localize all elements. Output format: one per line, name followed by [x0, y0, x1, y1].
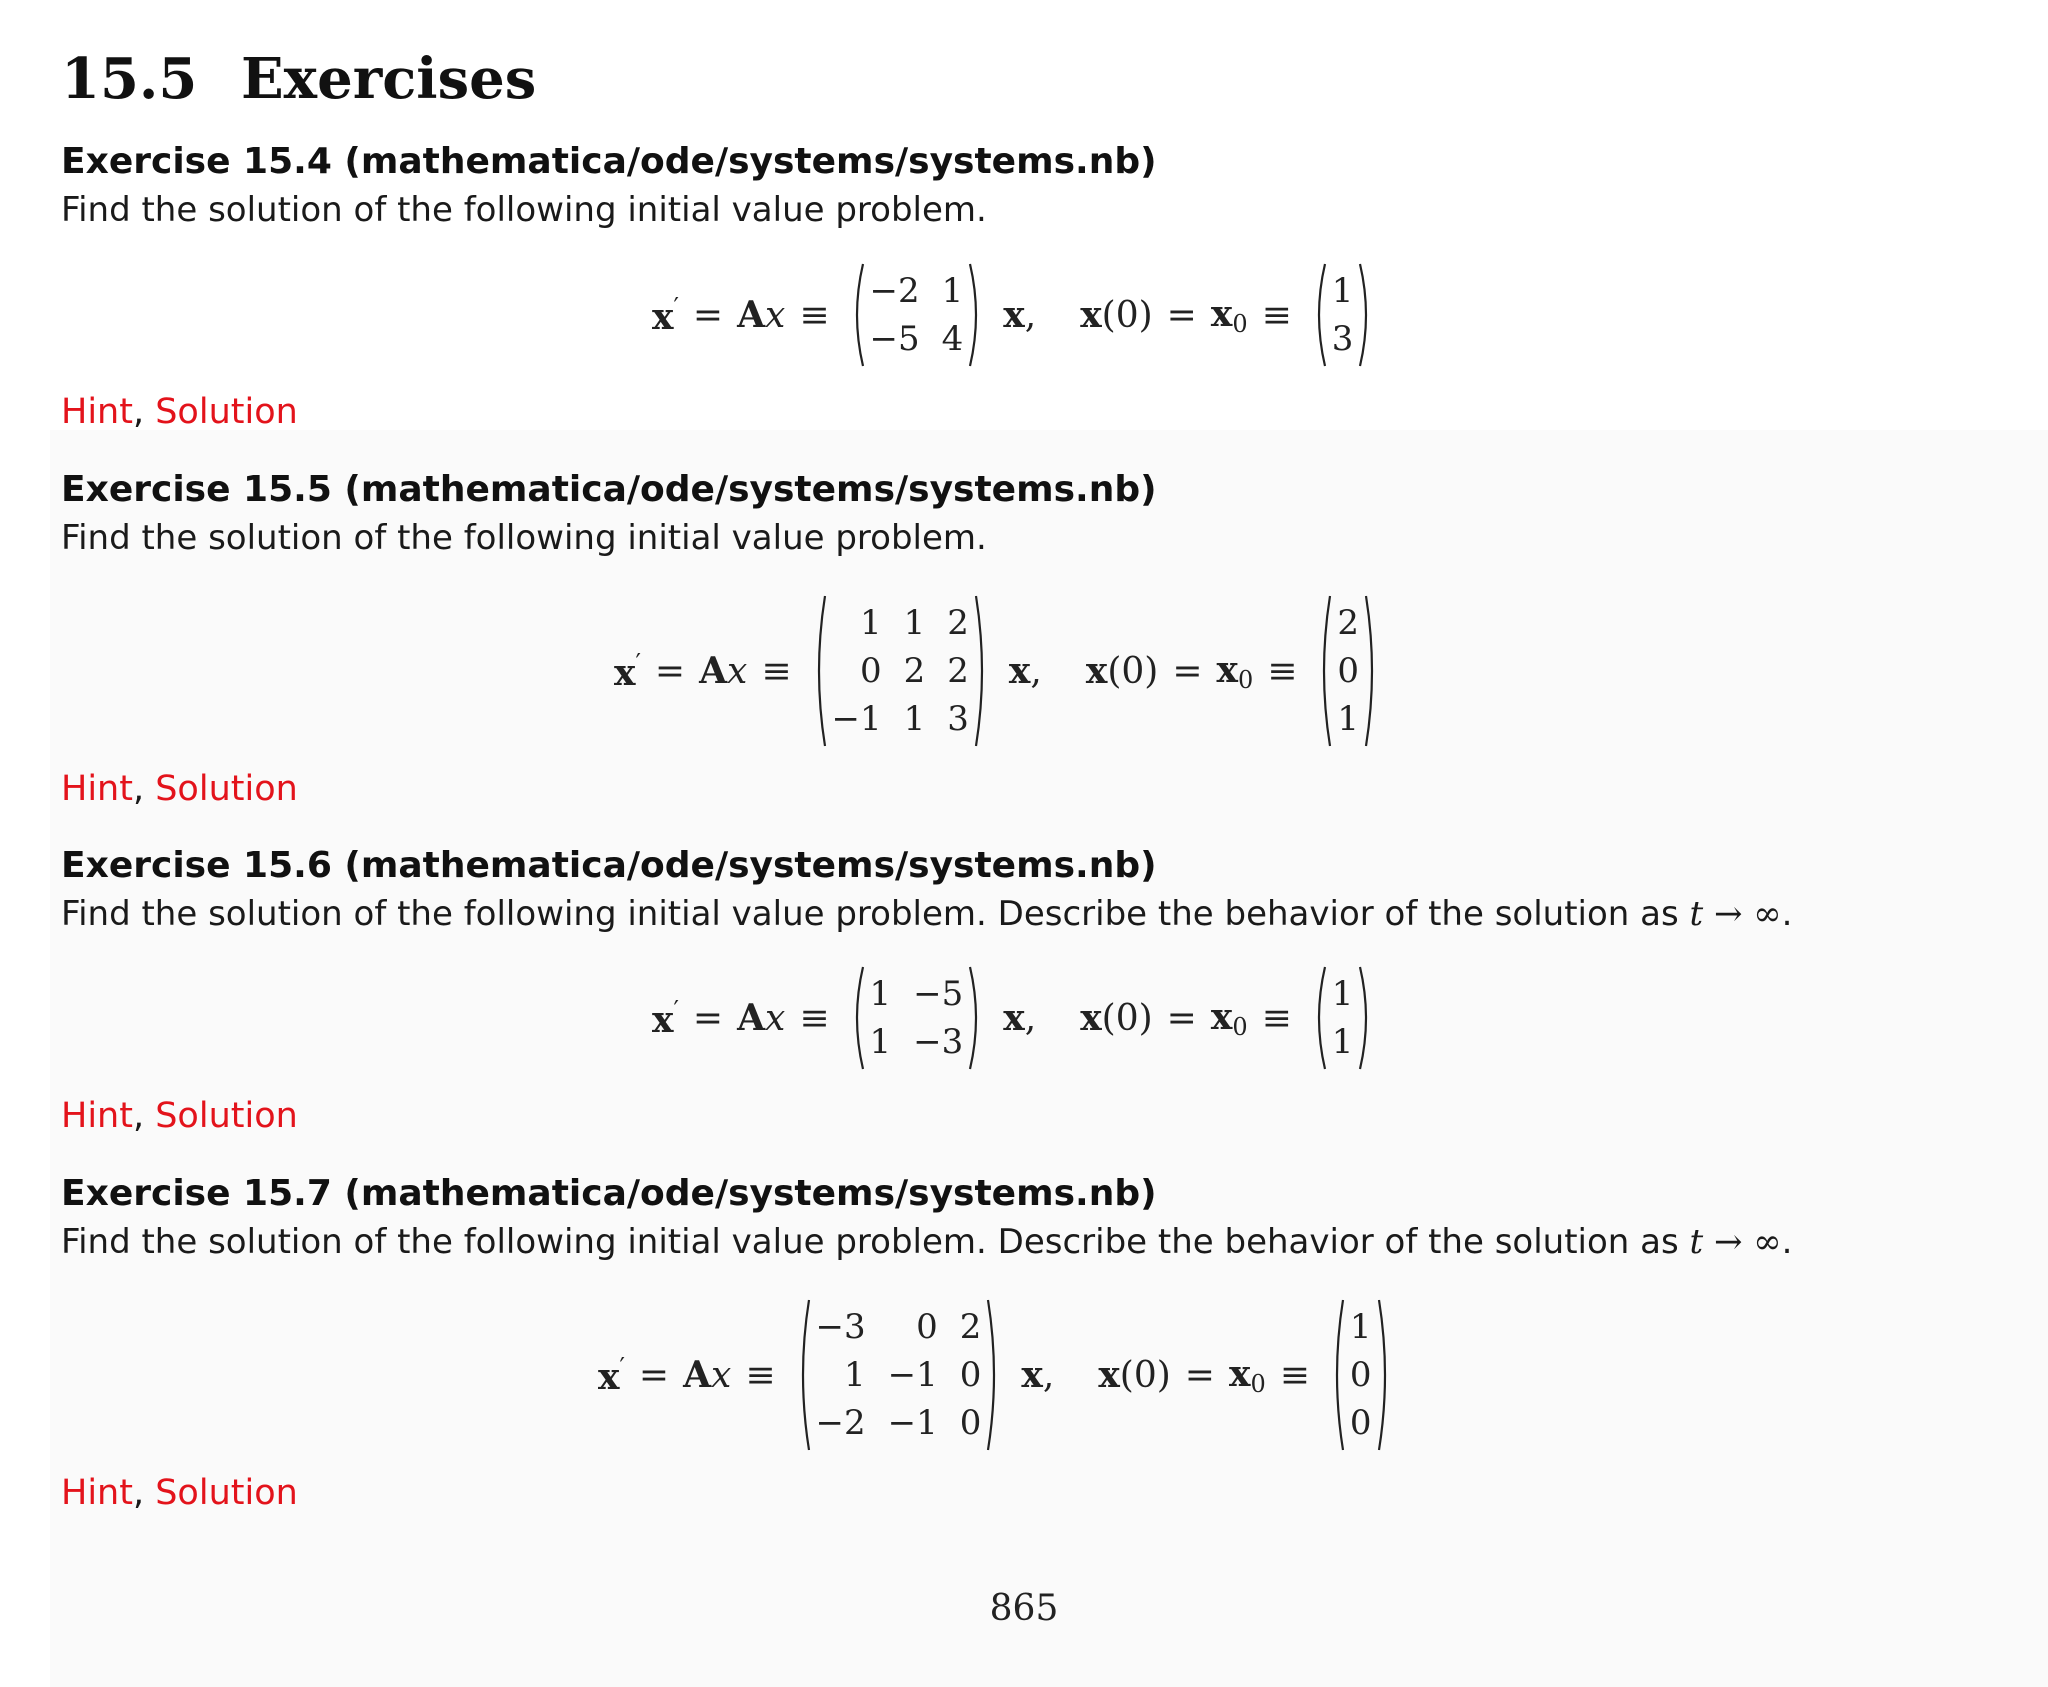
matrix-entry: 1 — [903, 603, 926, 643]
math-symbol: x, — [1021, 1354, 1055, 1396]
coefficient-matrix — [850, 262, 984, 368]
hint-link[interactable]: Hint — [61, 1096, 133, 1136]
matrix-entry: 0 — [1349, 1355, 1372, 1395]
coefficient-matrix — [796, 1298, 1002, 1452]
math-symbol: = — [692, 997, 724, 1039]
initial-vector — [1312, 965, 1374, 1071]
right-paren — [1363, 594, 1379, 748]
right-paren — [1357, 262, 1373, 368]
left-paren — [1317, 594, 1333, 748]
left-paren — [1312, 262, 1328, 368]
exercise-links: Hint, Solution — [61, 1473, 298, 1513]
math-symbol: = — [1172, 650, 1203, 692]
right-paren — [967, 262, 983, 368]
math-symbol: = — [638, 1354, 670, 1396]
matrix-entry: 4 — [941, 319, 964, 359]
matrix-entry: 1 — [1331, 974, 1354, 1014]
exercise-heading: Exercise 15.7 (mathematica/ode/systems/systems.nb) — [61, 1173, 1157, 1214]
solution-link[interactable]: Solution — [155, 769, 298, 809]
matrix-entry: 0 — [959, 1403, 982, 1443]
exercise-heading: Exercise 15.5 (mathematica/ode/systems/systems.nb) — [61, 469, 1157, 510]
exercise-heading: Exercise 15.6 (mathematica/ode/systems/systems.nb) — [61, 845, 1157, 886]
exercise-text: Find the solution of the following initial value problem. Describe the behavior of the solution as t → ∞. — [61, 894, 1793, 934]
math-limit: t → ∞ — [1689, 894, 1782, 934]
math-symbol: Ax — [699, 650, 748, 692]
math-symbol: ≡ — [1279, 1354, 1310, 1396]
exercise-text: Find the solution of the following initial value problem. — [61, 518, 987, 558]
math-symbol: ≡ — [1261, 997, 1292, 1039]
initial-vector — [1312, 262, 1374, 368]
matrix-entry: 0 — [1337, 651, 1360, 691]
hint-link[interactable]: Hint — [61, 769, 133, 809]
section-name: Exercises — [241, 46, 537, 112]
matrix-entry: 1 — [1337, 699, 1360, 739]
matrix-entry: 0 — [1349, 1403, 1372, 1443]
matrix-entry: 2 — [959, 1307, 982, 1347]
math-symbol: Ax — [683, 1354, 732, 1396]
math-limit: t → ∞ — [1689, 1222, 1782, 1262]
math-symbol: x′ — [614, 648, 641, 694]
math-symbol: x(0) — [1080, 997, 1153, 1039]
math-symbol: x′ — [598, 1352, 625, 1398]
matrix-entry: 2 — [1337, 603, 1360, 643]
math-symbol: Ax — [737, 997, 786, 1039]
matrix-entry: 1 — [903, 699, 926, 739]
initial-vector — [1330, 1298, 1392, 1452]
matrix-entry: 1 — [869, 1022, 892, 1062]
matrix-entry: −3 — [913, 1022, 964, 1062]
math-symbol: $x_0$ — [1210, 995, 1248, 1041]
page-number: 865 — [989, 1588, 1059, 1629]
left-paren — [1312, 965, 1328, 1071]
math-symbol: = — [654, 650, 686, 692]
exercise-heading: Exercise 15.4 (mathematica/ode/systems/systems.nb) — [61, 141, 1157, 182]
math-symbol: ≡ — [799, 997, 830, 1039]
matrix-entry: 1 — [860, 603, 882, 643]
math-symbol: ≡ — [1261, 294, 1292, 336]
right-paren — [967, 965, 983, 1071]
left-paren — [796, 1298, 812, 1452]
matrix-entry: −2 — [869, 271, 920, 311]
math-symbol: $x_0$ — [1210, 292, 1248, 338]
math-symbol: x(0) — [1085, 650, 1159, 692]
matrix-entry: −1 — [887, 1355, 938, 1395]
left-paren — [850, 965, 866, 1071]
matrix-entry: 1 — [844, 1355, 866, 1395]
matrix-entry: 1 — [869, 974, 892, 1014]
matrix-entry: −2 — [815, 1403, 866, 1443]
math-symbol: x, — [1003, 294, 1037, 336]
math-symbol: x(0) — [1080, 294, 1153, 336]
matrix-entry: 1 — [941, 271, 964, 311]
math-symbol: x, — [1003, 997, 1037, 1039]
matrix-entry: 0 — [860, 651, 882, 691]
left-paren — [1330, 1298, 1346, 1452]
math-symbol: $x_0$ — [1216, 648, 1254, 694]
matrix-entry: 0 — [916, 1307, 938, 1347]
exercise-text: Find the solution of the following initial value problem. Describe the behavior of the solution as t → ∞. — [61, 1222, 1793, 1262]
section-number: 15.5 — [61, 46, 198, 112]
right-paren — [1357, 965, 1373, 1071]
math-symbol: Ax — [737, 294, 786, 336]
left-paren — [812, 594, 828, 748]
right-paren — [1376, 1298, 1392, 1452]
initial-vector — [1317, 594, 1379, 748]
hint-link[interactable]: Hint — [61, 1473, 133, 1513]
coefficient-matrix — [850, 965, 984, 1071]
coefficient-matrix — [812, 594, 989, 748]
solution-link[interactable]: Solution — [155, 1473, 298, 1513]
math-symbol: x′ — [652, 995, 679, 1041]
equation — [614, 598, 1385, 744]
math-symbol: $x_0$ — [1228, 1352, 1266, 1398]
matrix-entry: 3 — [1331, 319, 1354, 359]
matrix-entry: −5 — [869, 319, 920, 359]
matrix-entry: 1 — [1349, 1307, 1372, 1347]
matrix-entry: −1 — [887, 1403, 938, 1443]
left-paren — [850, 262, 866, 368]
matrix-entry: 2 — [903, 651, 926, 691]
matrix-entry: −1 — [831, 699, 882, 739]
math-symbol: x(0) — [1098, 1354, 1171, 1396]
exercise-text: Find the solution of the following initial value problem. — [61, 190, 987, 230]
equation — [598, 1302, 1398, 1448]
matrix-entry: −5 — [913, 974, 964, 1014]
matrix-entry: 2 — [947, 603, 969, 643]
right-paren — [973, 594, 989, 748]
hint-link[interactable]: Hint — [61, 392, 133, 432]
exercise-links: Hint, Solution — [61, 392, 298, 432]
math-symbol: x′ — [652, 292, 679, 338]
exercise-links: Hint, Solution — [61, 769, 298, 809]
matrix-entry: 3 — [947, 699, 969, 739]
exercise-links: Hint, Solution — [61, 1096, 298, 1136]
solution-link[interactable]: Solution — [155, 1096, 298, 1136]
math-symbol: = — [1184, 1354, 1215, 1396]
matrix-entry: −3 — [815, 1307, 866, 1347]
math-symbol: ≡ — [799, 294, 830, 336]
math-symbol: ≡ — [1267, 650, 1298, 692]
section-title — [61, 44, 536, 114]
equation — [652, 270, 1379, 360]
math-symbol: ≡ — [745, 1354, 776, 1396]
math-symbol: x, — [1008, 650, 1042, 692]
right-paren — [985, 1298, 1001, 1452]
math-symbol: = — [1166, 294, 1197, 336]
math-symbol: = — [692, 294, 724, 336]
equation — [652, 973, 1379, 1063]
math-symbol: = — [1166, 997, 1197, 1039]
matrix-entry: 2 — [947, 651, 969, 691]
math-symbol: ≡ — [761, 650, 792, 692]
matrix-entry: 1 — [1331, 1022, 1354, 1062]
solution-link[interactable]: Solution — [155, 392, 298, 432]
matrix-entry: 0 — [959, 1355, 982, 1395]
matrix-entry: 1 — [1331, 271, 1354, 311]
